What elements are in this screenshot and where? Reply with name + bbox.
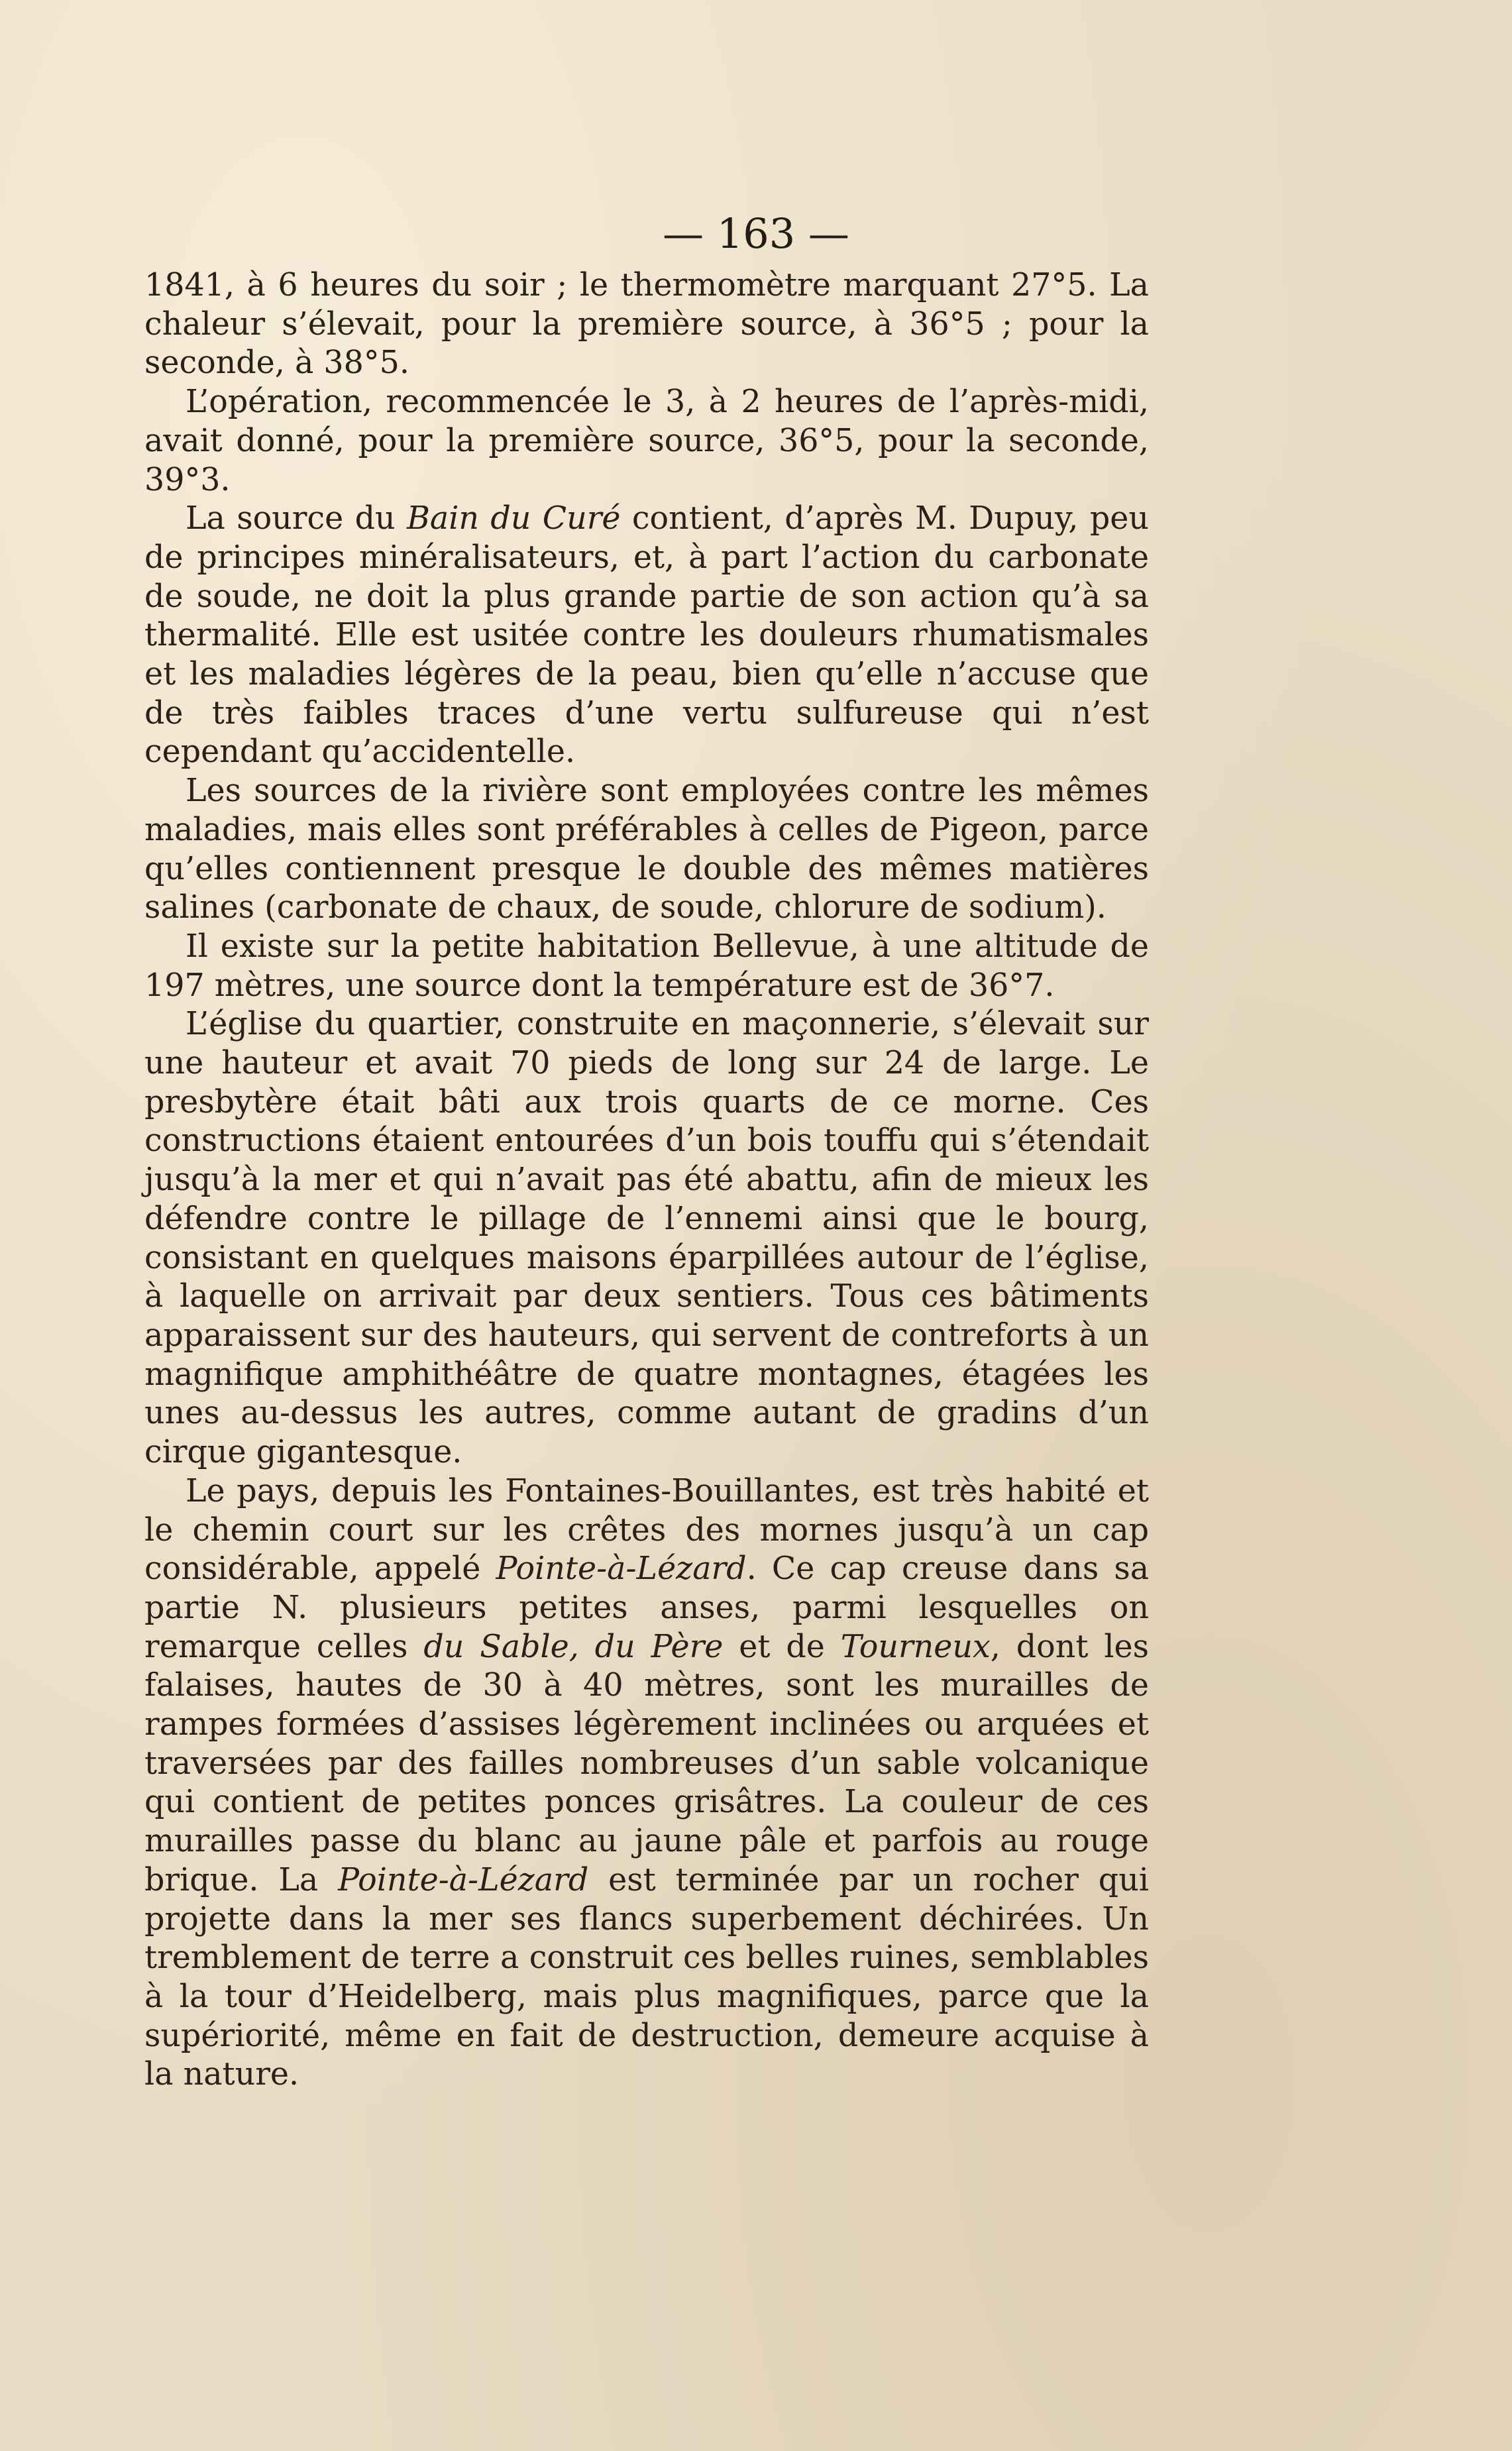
paragraph-5-text: Il existe sur la petite habitation Bellevue, à une altitude de 197 mètres, une source dont la température est de 36°7.	[144, 928, 1149, 1004]
body-text	[144, 266, 1149, 2095]
paragraph-1-text: 1841, à 6 heures du soir ; le thermomètre marquant 27°5. La chaleur s’élevait, pour la première source, à 36°5 ; pour la seconde, à 38°5.	[144, 267, 1149, 382]
paragraph-1	[144, 266, 1149, 383]
italic-place-name: du Sable, du Père	[423, 1628, 724, 1665]
paragraph-7-text-d: , dont les falaises, hautes de 30 à 40 mètres, sont les murailles de rampes formées d’assises légèrement inclinées ou arquées et traversées par des failles nombreuses d’un sable volcanique qui contient de petites ponces grisâtres. La couleur de ces murailles passe du blanc au jaune pâle et parfois au rouge brique. La	[144, 1628, 1150, 1898]
paragraph-7-text-a: Le pays, depuis les Fontaines-Bouillantes, est très habité et le chemin court sur les crêtes des mornes jusqu’à un cap considérable, appelé	[144, 1472, 1149, 1588]
italic-place-name: Pointe-à-Lézard	[496, 1551, 747, 1588]
paragraph-2	[144, 383, 1149, 500]
page-number: — 163 —	[663, 209, 849, 258]
paragraph-2-text: L’opération, recommencée le 3, à 2 heures de l’après-midi, avait donné, pour la première source, 36°5, pour la seconde, 39°3.	[144, 384, 1149, 498]
italic-place-name: Tourneux	[840, 1628, 991, 1665]
paragraph-7-text-b: . Ce cap creuse dans sa partie N. plusieurs petites anses, parmi lesquelles on remarque celles	[144, 1551, 1150, 1665]
paragraph-7-text-e: est terminée par un rocher qui projette dans la mer ses flancs superbement déchirées. Un tremblement de terre a construit ces belles ruines, semblables à la tour d’Heidelberg, mais plus magnifiques, parce que la supériorité, même en fait de destruction, demeure acquise à la nature.	[144, 1861, 1149, 2093]
paragraph-3	[144, 500, 1149, 772]
italic-place-name: Bain du Curé	[407, 500, 621, 537]
italic-place-name: Pointe-à-Lézard	[338, 1861, 589, 1898]
paragraph-7	[144, 1472, 1149, 2095]
paragraph-4	[144, 772, 1149, 928]
paragraph-4-text: Les sources de la rivière sont employées contre les mêmes maladies, mais elles sont préférables à celles de Pigeon, parce qu’elles contiennent presque le double des mêmes matières salines (carbonate de chaux, de soude, chlorure de sodium).	[144, 773, 1149, 926]
paragraph-6-text: L’église du quartier, construite en maçonnerie, s’élevait sur une hauteur et avait 70 pieds de long sur 24 de large. Le presbytère était bâti aux trois quarts de ce morne. Ces constructions étaient entourées d’un bois touffu qui s’étendait jusqu’à la mer et qui n’avait pas été abattu, afin de mieux les défendre contre le pillage de l’ennemi ainsi que le bourg, consistant en quelques maisons éparpillées autour de l’église, à laquelle on arrivait par deux sentiers. Tous ces bâtiments apparaissent sur des hauteurs, qui servent de contreforts à un magnifique amphithéâtre de quatre montagnes, étagées les unes au-dessus les autres, comme autant de gradins d’un cirque gigantesque.	[144, 1006, 1149, 1471]
paragraph-6	[144, 1005, 1149, 1472]
paragraph-3-text-b: contient, d’après M. Dupuy, peu de principes minéralisateurs, et, à part l’action du carbonate de soude, ne doit la plus grande partie de son action qu’à sa thermalité. Elle est usitée contre les douleurs rhumatismales et les maladies légères de la peau, bien qu’elle n’accuse que de très faibles traces d’une vertu sulfureuse qui n’est cependant qu’accidentelle.	[144, 500, 1149, 771]
paragraph-5	[144, 928, 1149, 1005]
paragraph-3-text-a: La source du	[186, 500, 407, 537]
paragraph-7-text-c: et de	[723, 1628, 841, 1665]
